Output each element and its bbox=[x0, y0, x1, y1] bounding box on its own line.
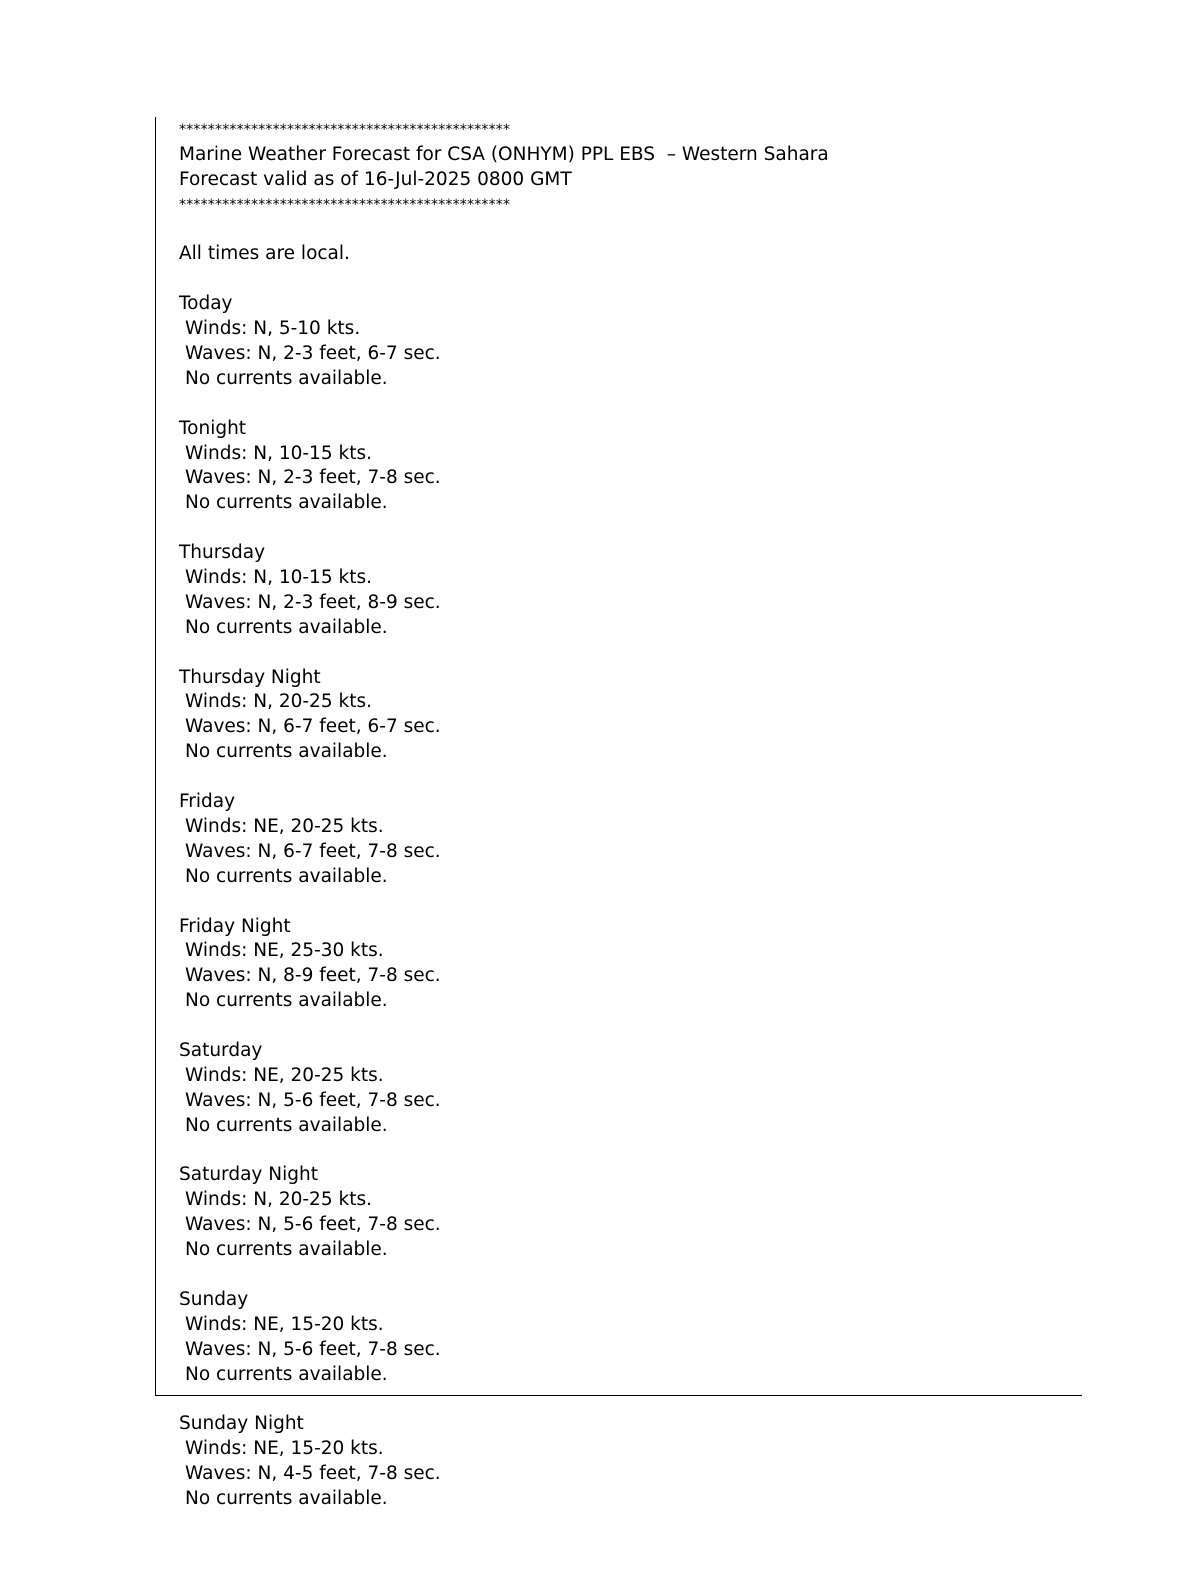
frame-bottom-border bbox=[155, 1395, 1082, 1396]
period-winds: Winds: N, 10-15 kts. bbox=[185, 442, 372, 464]
period-winds: Winds: NE, 25-30 kts. bbox=[185, 940, 384, 962]
period-name: Saturday bbox=[179, 1039, 263, 1061]
period-winds: Winds: N, 20-25 kts. bbox=[185, 691, 372, 713]
forecast-period bbox=[179, 1288, 1059, 1388]
period-waves: Waves: N, 6-7 feet, 6-7 sec. bbox=[185, 716, 441, 738]
forecast-valid-time: Forecast valid as of 16-Jul-2025 0800 GMT bbox=[179, 168, 572, 190]
spacer bbox=[179, 890, 1059, 915]
header-stars-bottom: ********************************************** bbox=[179, 196, 511, 213]
times-note: All times are local. bbox=[179, 243, 350, 265]
forecast-period bbox=[179, 417, 1059, 517]
period-waves: Waves: N, 4-5 feet, 7-8 sec. bbox=[185, 1462, 441, 1484]
forecast-period bbox=[179, 790, 1059, 890]
spacer bbox=[179, 267, 1059, 292]
spacer bbox=[179, 1263, 1059, 1288]
forecast-period bbox=[179, 541, 1059, 641]
forecast-period bbox=[179, 915, 1059, 1015]
period-currents: No currents available. bbox=[185, 865, 388, 887]
spacer bbox=[179, 1139, 1059, 1164]
period-waves: Waves: N, 2-3 feet, 8-9 sec. bbox=[185, 591, 441, 613]
period-currents: No currents available. bbox=[185, 1239, 388, 1261]
period-winds: Winds: NE, 20-25 kts. bbox=[185, 815, 384, 837]
spacer bbox=[179, 516, 1059, 541]
period-name: Today bbox=[179, 293, 233, 315]
spacer bbox=[179, 218, 1059, 243]
period-waves: Waves: N, 2-3 feet, 7-8 sec. bbox=[185, 467, 441, 489]
period-currents: No currents available. bbox=[185, 492, 388, 514]
period-currents: No currents available. bbox=[185, 367, 388, 389]
forecast-title: Marine Weather Forecast for CSA (ONHYM) PPL EBS – Western Sahara bbox=[179, 143, 829, 165]
period-winds: Winds: NE, 15-20 kts. bbox=[185, 1313, 384, 1335]
period-waves: Waves: N, 2-3 feet, 6-7 sec. bbox=[185, 343, 441, 365]
spacer bbox=[179, 392, 1059, 417]
header-stars-top: ********************************************** bbox=[179, 122, 511, 138]
period-currents: No currents available. bbox=[185, 616, 388, 638]
period-winds: Winds: N, 20-25 kts. bbox=[185, 1189, 372, 1211]
period-waves: Waves: N, 5-6 feet, 7-8 sec. bbox=[185, 1214, 441, 1236]
period-winds: Winds: NE, 20-25 kts. bbox=[185, 1064, 384, 1086]
spacer bbox=[179, 1014, 1059, 1039]
period-name: Friday bbox=[179, 791, 236, 813]
forecast-period bbox=[179, 1163, 1059, 1263]
period-waves: Waves: N, 5-6 feet, 7-8 sec. bbox=[185, 1338, 441, 1360]
period-currents: No currents available. bbox=[185, 1363, 388, 1385]
period-name: Thursday bbox=[179, 542, 266, 564]
period-currents: No currents available. bbox=[185, 1114, 388, 1136]
frame-left-border bbox=[155, 117, 156, 1396]
period-waves: Waves: N, 8-9 feet, 7-8 sec. bbox=[185, 965, 441, 987]
period-name: Tonight bbox=[179, 417, 247, 439]
forecast-period bbox=[179, 666, 1059, 766]
period-winds: Winds: NE, 15-20 kts. bbox=[185, 1437, 384, 1459]
spacer bbox=[179, 765, 1059, 790]
forecast-period bbox=[179, 1039, 1059, 1139]
period-name: Thursday Night bbox=[179, 666, 321, 688]
period-currents: No currents available. bbox=[185, 990, 388, 1012]
period-winds: Winds: N, 10-15 kts. bbox=[185, 567, 372, 589]
period-name: Friday Night bbox=[179, 915, 291, 937]
forecast-period bbox=[179, 292, 1059, 392]
period-waves: Waves: N, 6-7 feet, 7-8 sec. bbox=[185, 840, 441, 862]
forecast-body bbox=[179, 118, 1059, 1387]
period-currents: No currents available. bbox=[185, 741, 388, 763]
period-waves: Waves: N, 5-6 feet, 7-8 sec. bbox=[185, 1089, 441, 1111]
period-name: Saturday Night bbox=[179, 1164, 318, 1186]
period-currents: No currents available. bbox=[185, 1487, 388, 1509]
period-winds: Winds: N, 5-10 kts. bbox=[185, 318, 361, 340]
period-name: Sunday bbox=[179, 1288, 249, 1310]
forecast-period bbox=[179, 1412, 1059, 1512]
period-name: Sunday Night bbox=[179, 1413, 304, 1434]
spacer bbox=[179, 641, 1059, 666]
